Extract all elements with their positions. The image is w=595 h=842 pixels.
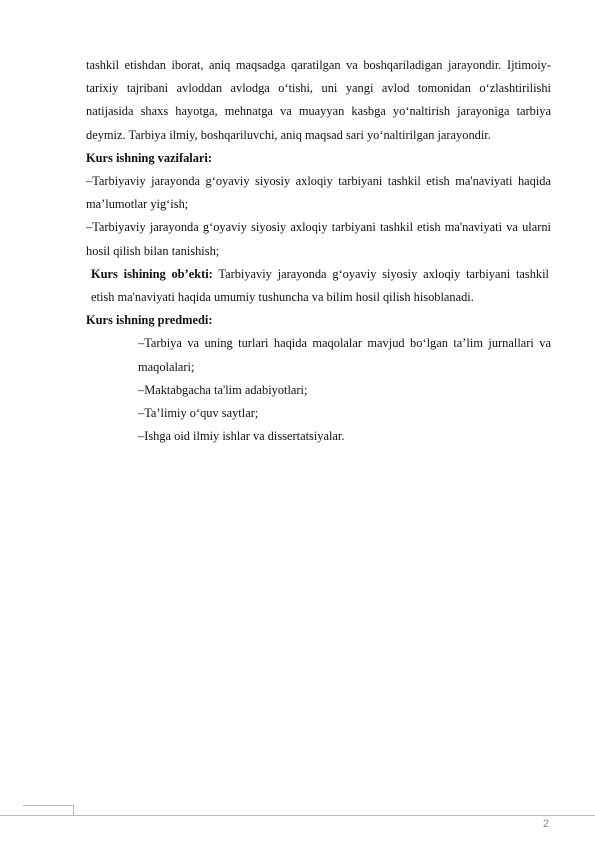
subject-heading: Kurs ishning predmedi: [86,313,213,328]
subject-item: –Tarbiya va uning turlari haqida maqolalar mavjud bo‘lgan ta’lim jurnallari va maqolalari; [138,336,551,374]
object-text: Tarbiyaviy jarayonda g‘oyaviy siyosiy axloqiy tarbiyani tashkil etish ma'naviyati haqida umumiy tushuncha va bilim hosil qilish hisoblanadi. [91,266,549,305]
subject-item: –Maktabgacha ta'lim adabiyotlari; [138,382,308,397]
footer-divider [0,815,595,816]
object-paragraph [86,263,551,309]
subject-item: –Ta’limiy o‘quv saytlar; [138,406,259,421]
subject-item: –Ishga oid ilmiy ishlar va dissertatsiyalar. [138,429,345,444]
intro-paragraph: tashkil etishdan iborat, aniq maqsadga qaratilgan va boshqariladigan jarayondir. Ijtimoiy-tarixiy tajribani avloddan avlodga o‘tishi, uni yangi avlod tomonidan o‘zlashtirilishi natijasida shaxs hayotga, mehnatga va muayyan kasbga yo‘naltirish jarayoniga tarbiya deymiz. Tarbiya ilmiy, boshqariluvchi, aniq maqsad sari yo‘naltirilgan jarayondir. [86,58,551,142]
subject-list [86,332,551,448]
object-label: Kurs ishining ob’ekti: [91,266,213,281]
document-body [86,54,551,448]
task-item: –Tarbiyaviy jarayonda g‘oyaviy siyosiy axloqiy tarbiyani tashkil etish ma'naviyati haqida ma’lumotlar yig‘ish; [86,174,551,212]
tasks-heading: Kurs ishning vazifalari: [86,150,212,165]
page-number: 2 [542,818,549,830]
task-item: –Tarbiyaviy jarayonda g‘oyaviy siyosiy axloqiy tarbiyani tashkil etish ma'naviyati va ularni hosil qilish bilan tanishish; [86,220,551,258]
